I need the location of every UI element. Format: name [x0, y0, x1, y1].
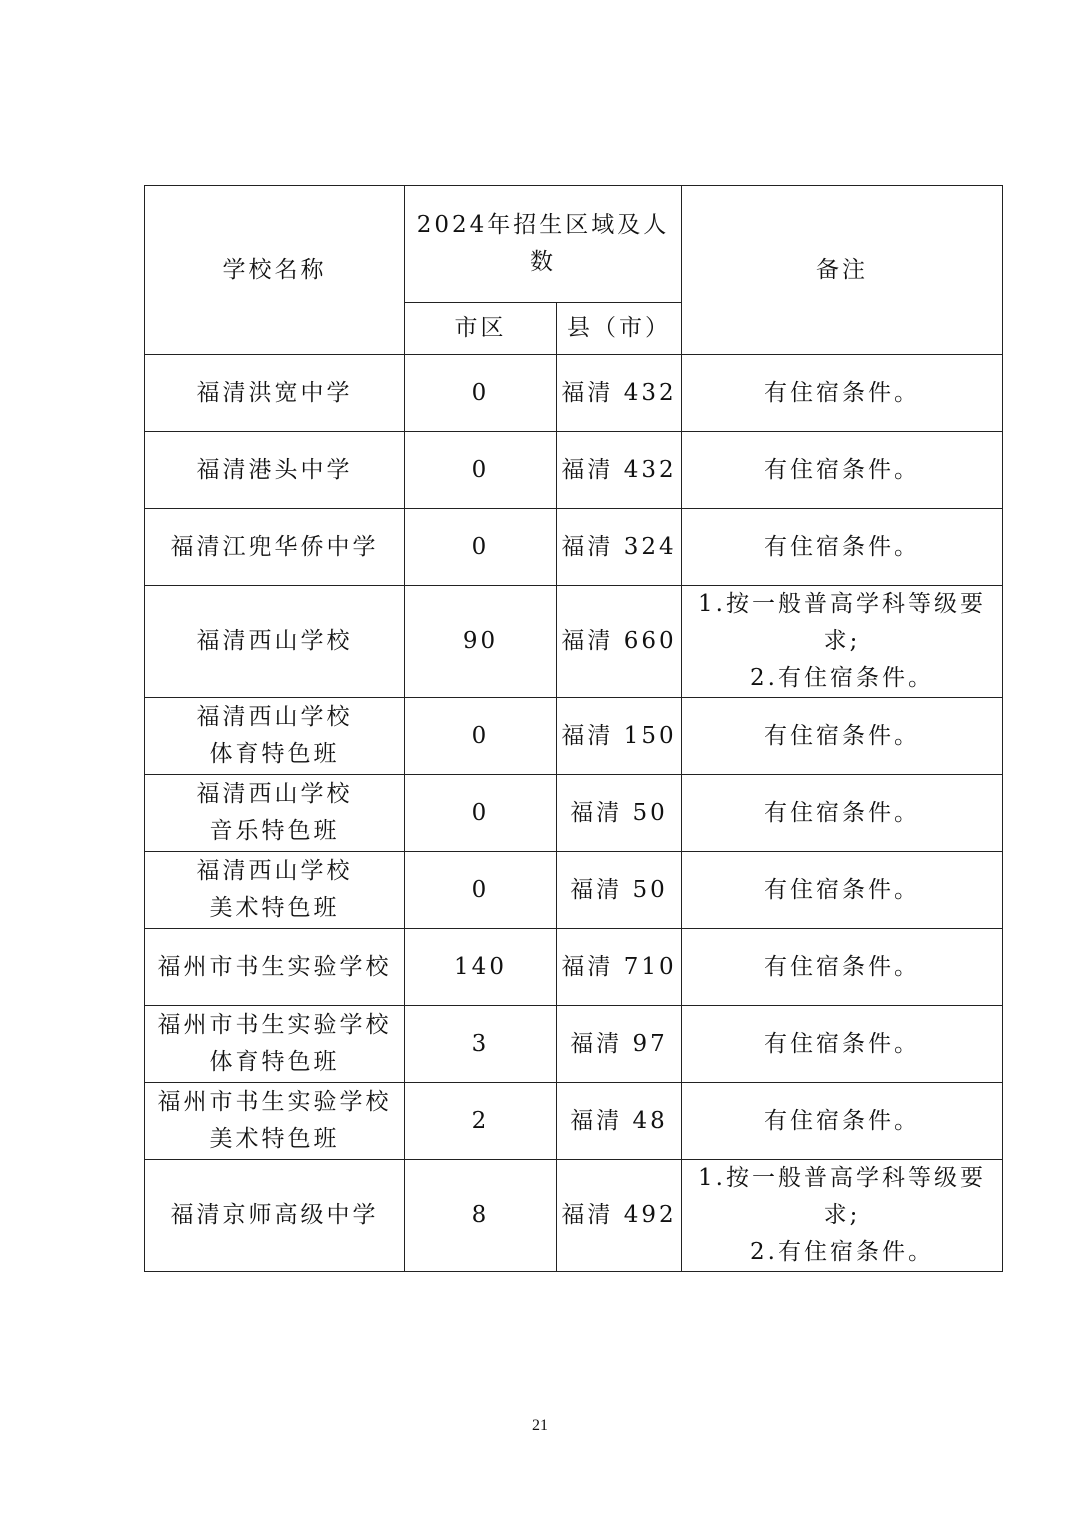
remarks-cell: 有住宿条件。	[682, 775, 1003, 852]
table-row	[145, 775, 1003, 852]
school-cell: 福清江兜华侨中学	[145, 509, 405, 586]
remarks-cell: 有住宿条件。	[682, 432, 1003, 509]
county-cell: 福清 710	[557, 929, 682, 1006]
city-cell: 0	[405, 355, 557, 432]
header-remarks: 备注	[682, 186, 1003, 355]
county-cell: 福清 432	[557, 355, 682, 432]
county-cell: 福清 492	[557, 1160, 682, 1272]
table-row	[145, 432, 1003, 509]
county-cell: 福清 97	[557, 1006, 682, 1083]
school-cell: 福清西山学校 音乐特色班	[145, 775, 405, 852]
table-row	[145, 509, 1003, 586]
header-city: 市区	[405, 303, 557, 355]
city-cell: 8	[405, 1160, 557, 1272]
school-cell: 福清西山学校 美术特色班	[145, 852, 405, 929]
table-row	[145, 1006, 1003, 1083]
county-cell: 福清 660	[557, 586, 682, 698]
school-cell: 福清京师高级中学	[145, 1160, 405, 1272]
school-cell: 福清西山学校 体育特色班	[145, 698, 405, 775]
city-cell: 0	[405, 432, 557, 509]
table-row	[145, 586, 1003, 698]
county-cell: 福清 48	[557, 1083, 682, 1160]
header-region-group: 2024年招生区域及人数	[405, 186, 682, 303]
page-number: 21	[532, 1417, 548, 1434]
remarks-cell: 有住宿条件。	[682, 698, 1003, 775]
remarks-cell: 有住宿条件。	[682, 852, 1003, 929]
remarks-cell: 1.按一般普高学科等级要求; 2.有住宿条件。	[682, 586, 1003, 698]
table-row	[145, 929, 1003, 1006]
remarks-cell: 有住宿条件。	[682, 929, 1003, 1006]
table-row	[145, 852, 1003, 929]
county-cell: 福清 150	[557, 698, 682, 775]
table-row	[145, 1083, 1003, 1160]
header-county: 县（市）	[557, 303, 682, 355]
table-row	[145, 355, 1003, 432]
table-row	[145, 698, 1003, 775]
city-cell: 0	[405, 852, 557, 929]
school-cell: 福清洪宽中学	[145, 355, 405, 432]
remarks-cell: 1.按一般普高学科等级要求; 2.有住宿条件。	[682, 1160, 1003, 1272]
school-cell: 福州市书生实验学校	[145, 929, 405, 1006]
city-cell: 3	[405, 1006, 557, 1083]
admissions-table	[144, 185, 1003, 1272]
county-cell: 福清 324	[557, 509, 682, 586]
county-cell: 福清 50	[557, 775, 682, 852]
school-cell: 福州市书生实验学校 美术特色班	[145, 1083, 405, 1160]
city-cell: 0	[405, 509, 557, 586]
county-cell: 福清 432	[557, 432, 682, 509]
school-cell: 福州市书生实验学校 体育特色班	[145, 1006, 405, 1083]
city-cell: 0	[405, 698, 557, 775]
remarks-cell: 有住宿条件。	[682, 1083, 1003, 1160]
header-row-top	[145, 186, 1003, 303]
city-cell: 2	[405, 1083, 557, 1160]
school-cell: 福清西山学校	[145, 586, 405, 698]
school-cell: 福清港头中学	[145, 432, 405, 509]
remarks-cell: 有住宿条件。	[682, 1006, 1003, 1083]
table-row	[145, 1160, 1003, 1272]
city-cell: 140	[405, 929, 557, 1006]
county-cell: 福清 50	[557, 852, 682, 929]
city-cell: 90	[405, 586, 557, 698]
remarks-cell: 有住宿条件。	[682, 355, 1003, 432]
city-cell: 0	[405, 775, 557, 852]
remarks-cell: 有住宿条件。	[682, 509, 1003, 586]
header-school: 学校名称	[145, 186, 405, 355]
